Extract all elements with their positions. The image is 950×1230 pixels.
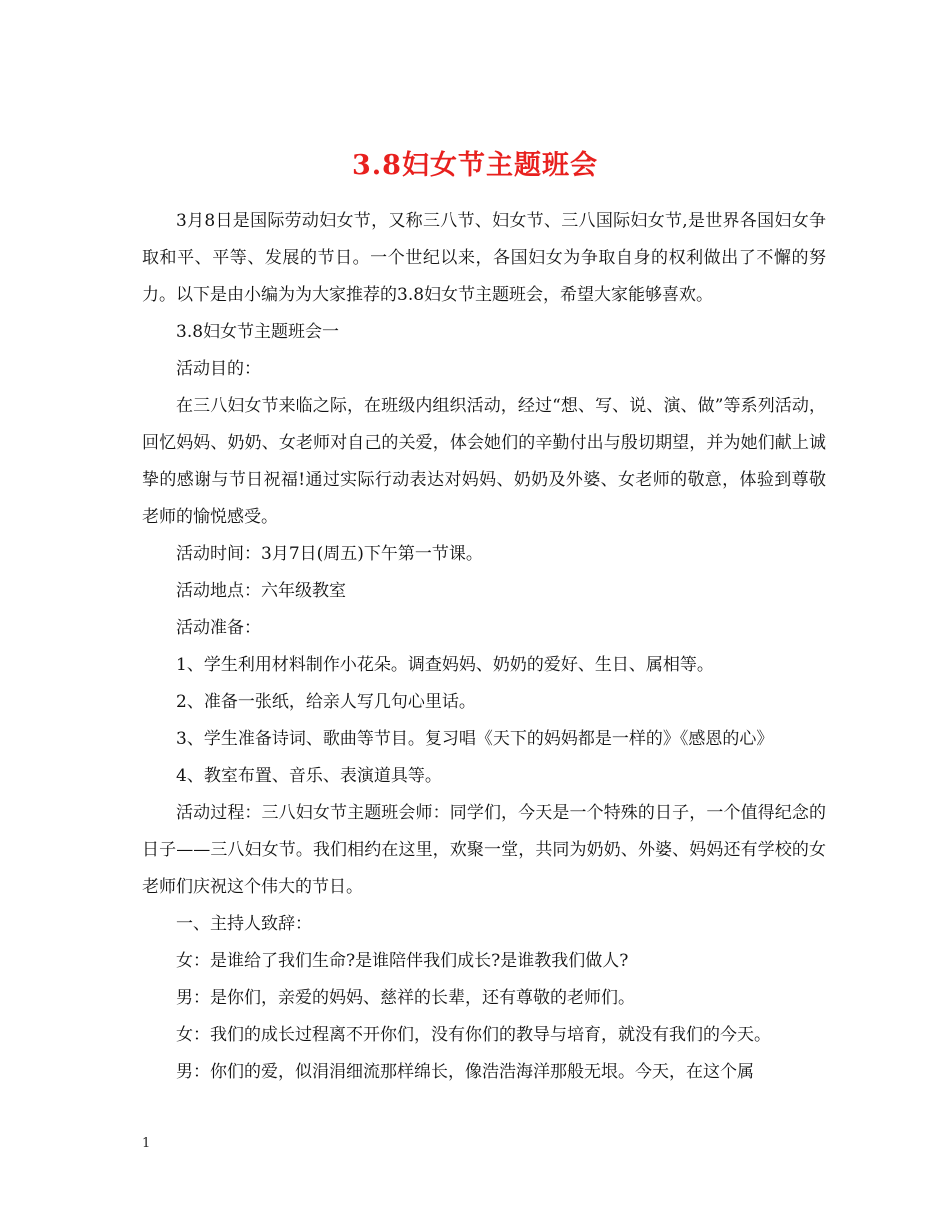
paragraph-dialogue-4: 男：你们的爱，似涓涓细流那样绵长，像浩浩海洋那般无垠。今天，在这个属: [176, 1062, 754, 1082]
paragraph-prep-3: 3、学生准备诗词、歌曲等节目。复习唱《天下的妈妈都是一样的》《感恩的心》: [176, 729, 774, 749]
paragraph-section-heading: 3.8妇女节主题班会一: [176, 322, 340, 342]
paragraph-time: 活动时间：3月7日(周五)下午第一节课。: [176, 544, 483, 564]
paragraph-dialogue-1: 女：是谁给了我们生命?是谁陪伴我们成长?是谁教我们做人?: [176, 951, 629, 971]
page-number: 1: [142, 1136, 151, 1151]
paragraph-prep-1: 1、学生利用材料制作小花朵。调查妈妈、奶奶的爱好、生日、属相等。: [176, 655, 714, 675]
paragraph-prep-4: 4、教室布置、音乐、表演道具等。: [176, 766, 442, 786]
paragraph-location: 活动地点：六年级教室: [176, 581, 346, 601]
paragraph-purpose: 在三八妇女节来临之际，在班级内组织活动，经过“想、写、说、演、做”等系列活动，回忆妈妈、奶奶、女老师对自己的关爱，体会她们的辛勤付出与殷切期望，并为她们献上诚挚的感谢与节日祝福!通过实际行动表达对妈妈、奶奶及外婆、女老师的敬意，体验到尊敬老师的愉悦感受。: [142, 396, 826, 527]
paragraph-dialogue-3: 女：我们的成长过程离不开你们，没有你们的教导与培育，就没有我们的今天。: [176, 1025, 771, 1045]
document-title: 3.8妇女节主题班会: [352, 150, 598, 182]
paragraph-purpose-label: 活动目的：: [176, 359, 261, 379]
paragraph-prep-2: 2、准备一张纸，给亲人写几句心里话。: [176, 692, 476, 712]
paragraph-host-heading: 一、主持人致辞：: [176, 914, 312, 934]
paragraph-dialogue-2: 男：是你们，亲爱的妈妈、慈祥的长辈，还有尊敬的老师们。: [176, 988, 635, 1008]
paragraph-preparation-label: 活动准备：: [176, 618, 261, 638]
paragraph-process: 活动过程：三八妇女节主题班会师：同学们，今天是一个特殊的日子，一个值得纪念的日子——三八妇女节。我们相约在这里，欢聚一堂，共同为奶奶、外婆、妈妈还有学校的女老师们庆祝这个伟大的节日。: [142, 803, 826, 897]
document-body: [142, 203, 826, 1091]
paragraph-intro: 3月8日是国际劳动妇女节，又称三八节、妇女节、三八国际妇女节,是世界各国妇女争取和平、平等、发展的节日。一个世纪以来，各国妇女为争取自身的权利做出了不懈的努力。以下是由小编为为大家推荐的3.8妇女节主题班会，希望大家能够喜欢。: [142, 211, 826, 305]
